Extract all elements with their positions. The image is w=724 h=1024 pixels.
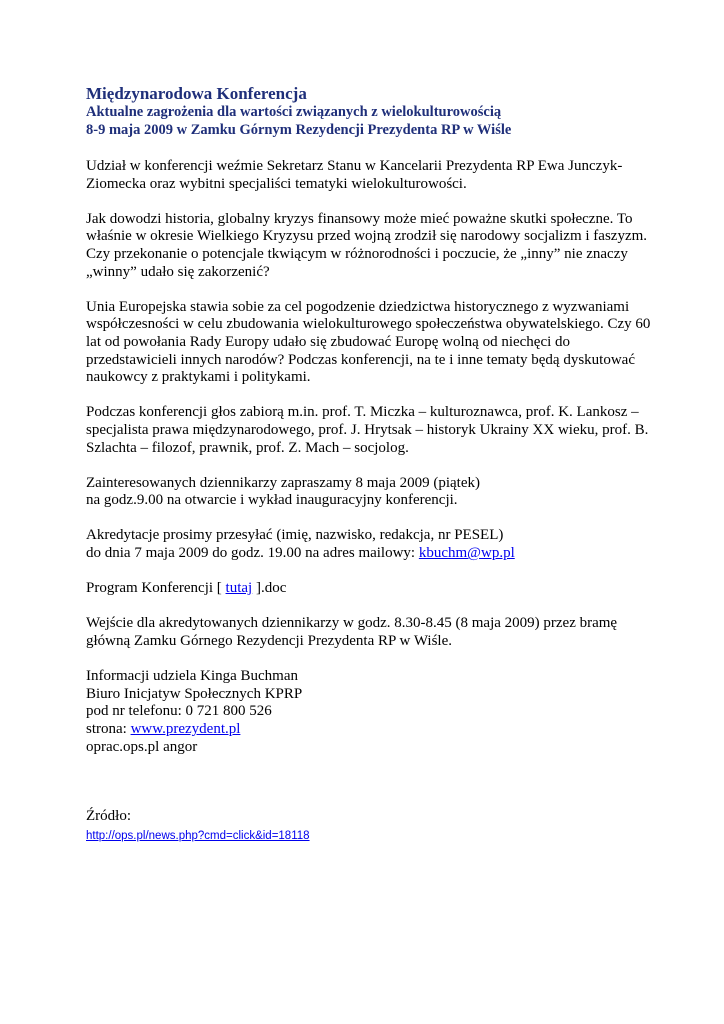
text-line: Podczas konferencji głos zabiorą m.in. prof. T. Miczka – kulturoznawca, prof. K. Lankosz – <box>86 404 639 421</box>
source-label: Źródło: <box>86 808 131 825</box>
paragraph-program <box>86 580 664 598</box>
text-line <box>86 580 664 598</box>
text-line: właśnie w okresie Wielkiego Kryzysu przed wojną zrodził się narodowy socjalizm i faszyzm. <box>86 228 648 245</box>
accreditation-deadline-text: do dnia 7 maja 2009 do godz. 19.00 na adres mailowy: <box>86 545 419 562</box>
document-header <box>86 84 664 139</box>
text-line: Czy przekonanie o potencjale tkwiącym w różnorodności i poczucie, że „inny” nie znaczy <box>86 245 628 262</box>
paragraph-invitation <box>86 475 664 510</box>
website-prefix-text: strona: <box>86 721 131 737</box>
text-line: Akredytacje prosimy przesyłać (imię, nazwisko, redakcja, nr PESEL) <box>86 527 504 544</box>
text-line: Jak dowodzi historia, globalny kryzys finansowy może mieć poważne skutki społeczne. To <box>86 210 633 227</box>
program-link[interactable]: tutaj <box>225 580 253 597</box>
contact-website-line <box>86 721 664 739</box>
email-link[interactable]: kbuchm@wp.pl <box>418 545 515 562</box>
page-subtitle: Aktualne zagrożenia dla wartości związanych z wielokulturowością <box>86 104 502 120</box>
text-line: przedstawicieli innych narodów? Podczas konferencji, na te i inne tematy będą dyskutować <box>86 351 635 368</box>
text-line <box>86 545 664 563</box>
text-line: specjalista prawa międzynarodowego, prof. J. Hrytsak – historyk Ukrainy XX wieku, prof. B. <box>86 421 649 438</box>
paragraph-speakers <box>86 404 664 457</box>
contact-phone: pod nr telefonu: 0 721 800 526 <box>86 703 272 720</box>
text-line: na godz.9.00 na otwarcie i wykład inauguracyjny konferencji. <box>86 492 458 509</box>
text-line: Ziomecka oraz wybitni specjaliści tematyki wielokulturowości. <box>86 175 467 192</box>
text-line: współczesności w celu zbudowania wielokulturowego społeczeństwa obywatelskiego. Czy 60 <box>86 316 651 333</box>
source-link[interactable]: http://ops.pl/news.php?cmd=click&id=18118 <box>86 829 310 842</box>
contact-office: Biuro Inicjatyw Społecznych KPRP <box>86 685 303 702</box>
paragraph-eu <box>86 299 664 387</box>
program-suffix-text: ].doc <box>252 580 287 597</box>
page-title: Międzynarodowa Konferencja <box>86 84 307 103</box>
website-link[interactable]: www.prezydent.pl <box>130 721 241 737</box>
contact-author: oprac.ops.pl angor <box>86 738 198 755</box>
contact-person: Informacji udziela Kinga Buchman <box>86 668 299 685</box>
contact-block <box>86 668 664 756</box>
text-line: lat od powołania Rady Europy udało się zbudować Europę wolną od niechęci do <box>86 333 571 350</box>
text-line: Wejście dla akredytowanych dziennikarzy w godz. 8.30-8.45 (8 maja 2009) przez bramę <box>86 615 618 632</box>
program-prefix-text: Program Konferencji [ <box>86 580 226 597</box>
event-date-location: 8-9 maja 2009 w Zamku Górnym Rezydencji Prezydenta RP w Wiśle <box>86 121 512 138</box>
text-line: Udział w konferencji weźmie Sekretarz Stanu w Kancelarii Prezydenta RP Ewa Junczyk- <box>86 158 623 174</box>
source-block <box>86 808 664 844</box>
text-line: Unia Europejska stawia sobie za cel pogodzenie dziedzictwa historycznego z wyzwaniami <box>86 298 630 315</box>
text-line: Szlachta – filozof, prawnik, prof. Z. Mach – socjolog. <box>86 439 409 456</box>
paragraph-entrance <box>86 615 664 650</box>
text-line: naukowcy z praktykami i politykami. <box>86 369 311 386</box>
paragraph-history <box>86 211 664 281</box>
paragraph-participants <box>86 158 664 193</box>
text-line: główną Zamku Górnego Rezydencji Prezydenta RP w Wiśle. <box>86 633 452 650</box>
text-line: „winny” udało się zakorzenić? <box>86 263 270 280</box>
paragraph-accreditation <box>86 527 664 562</box>
text-line: Zainteresowanych dziennikarzy zapraszamy 8 maja 2009 (piątek) <box>86 474 480 491</box>
